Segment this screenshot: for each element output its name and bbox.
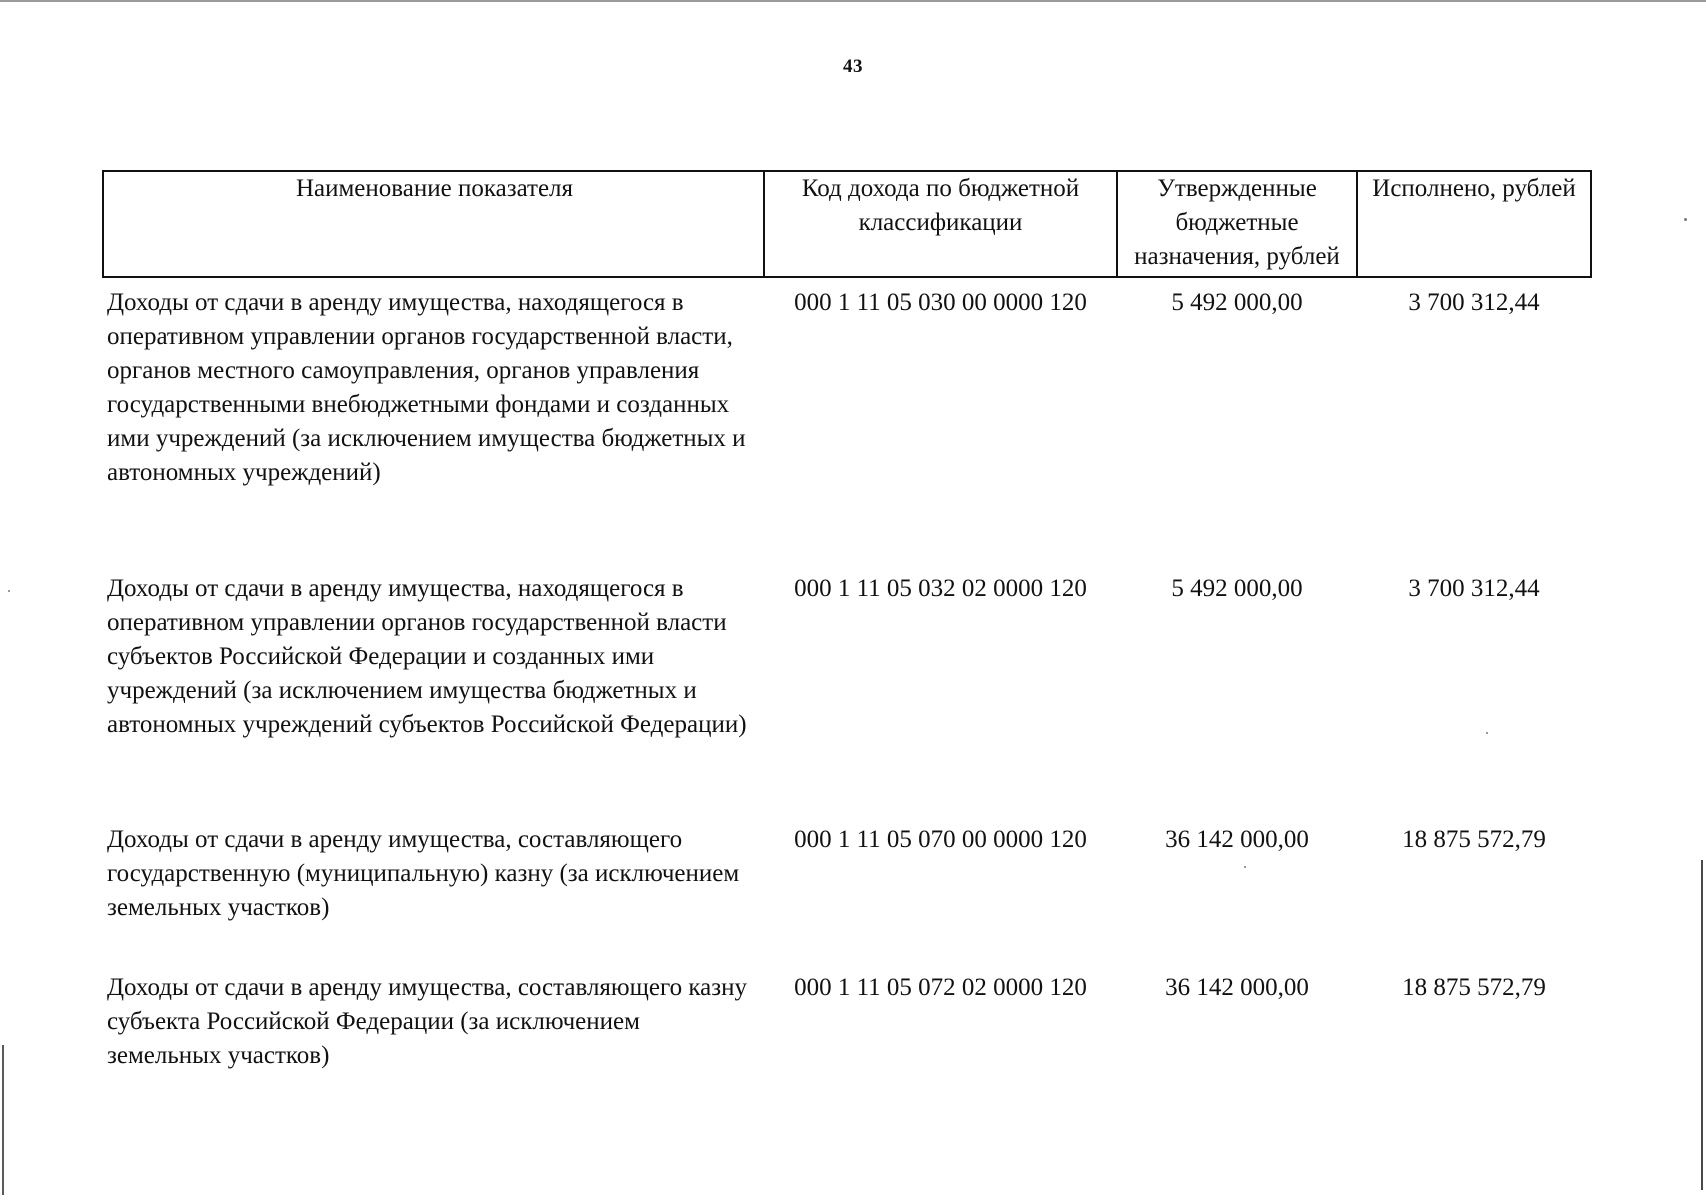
header-executed: Исполнено, рублей <box>1357 171 1591 277</box>
income-code: 000 1 11 05 030 00 0000 120 <box>794 289 1087 316</box>
approved-amount: 36 142 000,00 <box>1165 974 1309 1001</box>
indicator-name: Доходы от сдачи в аренду имущества, составляющего государственную (муниципальную) казну (за исключением земельных участков) <box>107 826 740 921</box>
scan-speck <box>1684 218 1687 221</box>
indicator-name: Доходы от сдачи в аренду имущества, находящегося в оперативном управлении органов государственной власти субъектов Российской Федерации и созданных ими учреждений (за исключением имущества бюджетных и автономных учреждений субъектов Российской Федерации) <box>107 575 747 738</box>
scan-left-edge <box>2 1045 4 1195</box>
income-code: 000 1 11 05 072 02 0000 120 <box>794 974 1087 1001</box>
executed-amount: 3 700 312,44 <box>1408 289 1540 316</box>
header-approved-budget: Утвержденные бюджетные назначения, рублей <box>1117 171 1357 277</box>
header-indicator-name: Наименование показателя <box>103 171 764 277</box>
table-row <box>103 277 1591 564</box>
scan-speck <box>8 590 10 592</box>
income-code: 000 1 11 05 070 00 0000 120 <box>794 826 1087 853</box>
table-header <box>103 171 1591 277</box>
income-code: 000 1 11 05 032 02 0000 120 <box>794 575 1087 602</box>
executed-amount: 18 875 572,79 <box>1402 974 1546 1001</box>
scan-right-edge <box>1701 860 1703 1190</box>
executed-amount: 18 875 572,79 <box>1402 826 1546 853</box>
revenue-table <box>102 170 1592 1081</box>
indicator-name: Доходы от сдачи в аренду имущества, составляющего казну субъекта Российской Федерации (за исключением земельных участков) <box>107 974 747 1069</box>
indicator-name: Доходы от сдачи в аренду имущества, находящегося в оперативном управлении органов государственной власти, органов местного самоуправления, органов управления государственными внебюджетными фондами и созданных ими учреждений (за исключением имущества бюджетных и автономных учреждений) <box>107 289 746 486</box>
table-row <box>103 815 1591 963</box>
page-number: 43 <box>843 56 863 77</box>
table-row <box>103 564 1591 815</box>
table-row <box>103 963 1591 1081</box>
header-row <box>103 171 1591 277</box>
executed-amount: 3 700 312,44 <box>1408 575 1540 602</box>
approved-amount: 36 142 000,00 <box>1165 826 1309 853</box>
header-income-code: Код дохода по бюджетной классификации <box>764 171 1117 277</box>
approved-amount: 5 492 000,00 <box>1171 575 1303 602</box>
scan-top-edge <box>0 0 1706 2</box>
approved-amount: 5 492 000,00 <box>1171 289 1303 316</box>
table-body <box>103 277 1591 1081</box>
